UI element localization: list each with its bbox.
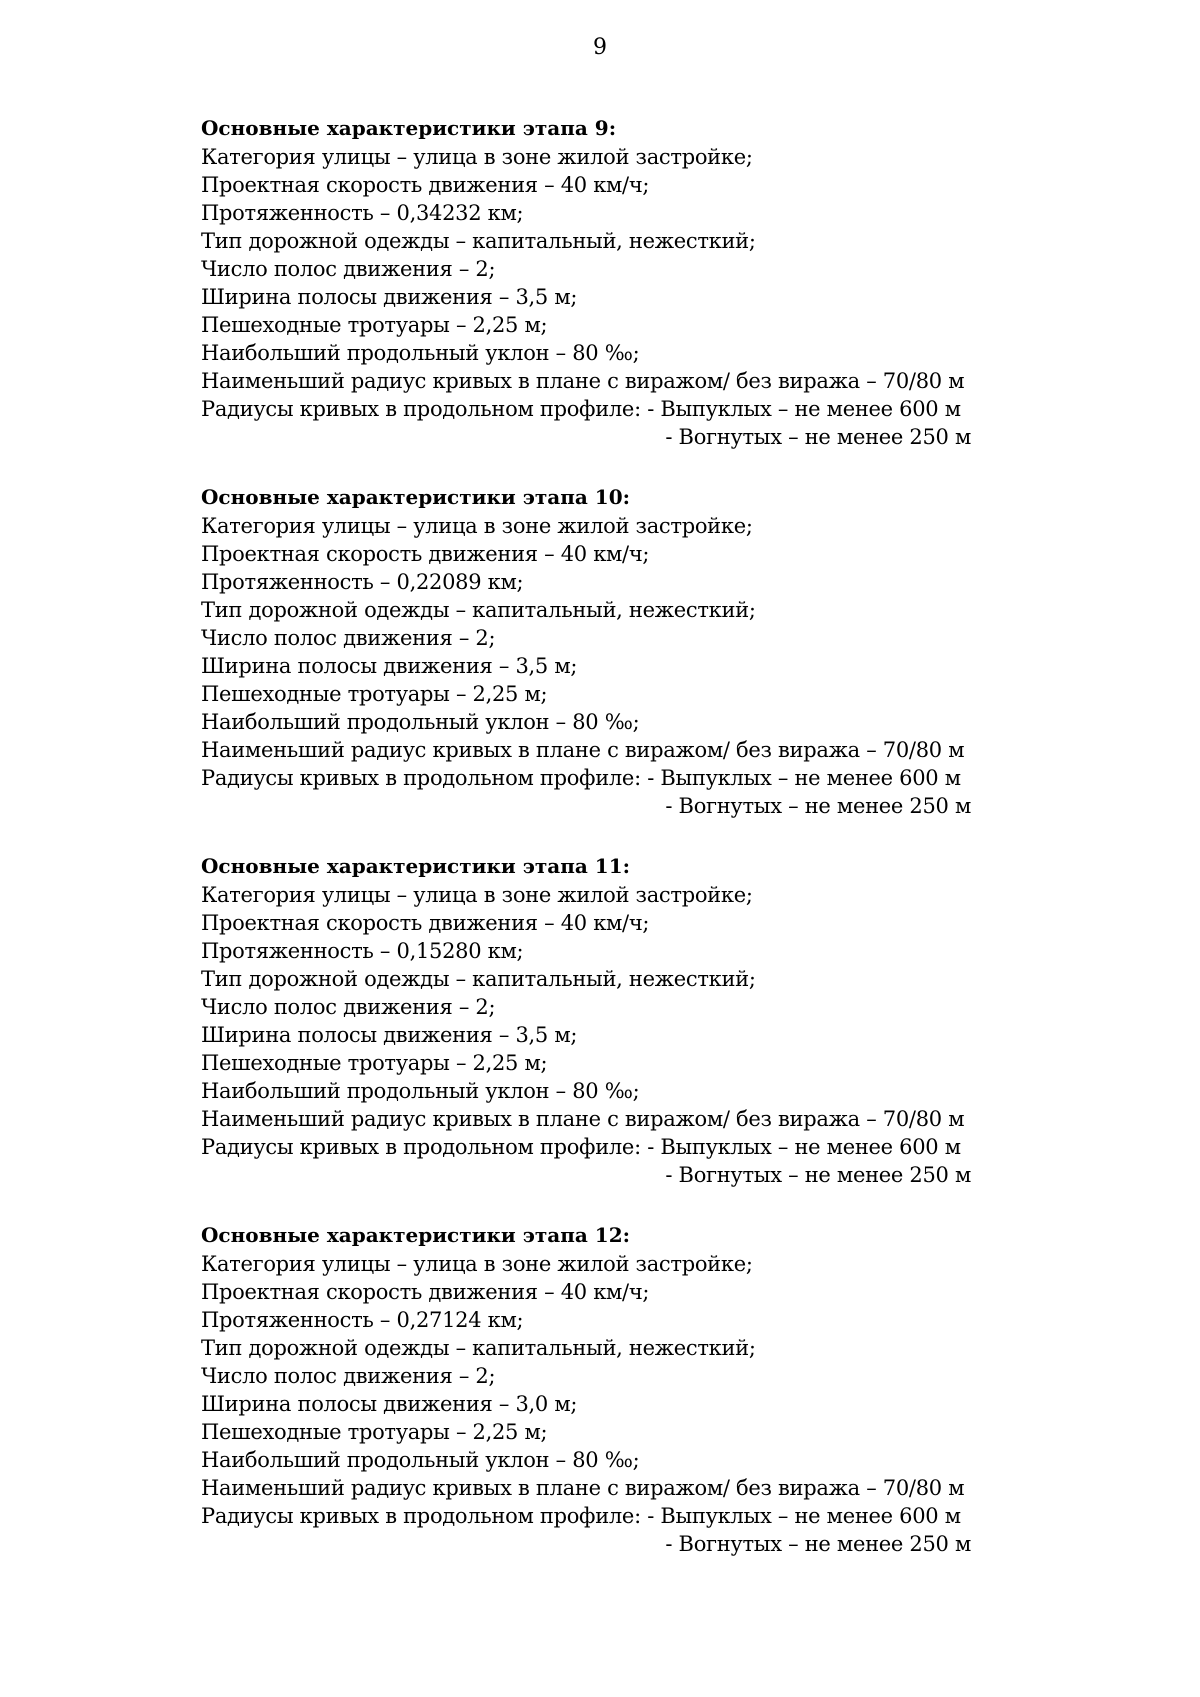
lane-count: Число полос движения – 2; bbox=[201, 626, 496, 650]
street-category: Категория улицы – улица в зоне жилой застройке; bbox=[201, 1252, 753, 1276]
design-speed: Проектная скорость движения – 40 км/ч; bbox=[201, 1280, 650, 1304]
street-category: Категория улицы – улица в зоне жилой застройке; bbox=[201, 883, 753, 907]
min-curve-radius: Наименьший радиус кривых в плане с виражом/ без виража – 70/80 м bbox=[201, 738, 965, 762]
street-category: Категория улицы – улица в зоне жилой застройке; bbox=[201, 514, 753, 538]
lane-width: Ширина полосы движения – 3,5 м; bbox=[201, 654, 578, 678]
lane-count: Число полос движения – 2; bbox=[201, 1364, 496, 1388]
min-curve-radius: Наименьший радиус кривых в плане с виражом/ без виража – 70/80 м bbox=[201, 369, 965, 393]
max-grade: Наибольший продольный уклон – 80 ‰; bbox=[201, 710, 640, 734]
lane-width: Ширина полосы движения – 3,0 м; bbox=[201, 1392, 578, 1416]
section-title: Основные характеристики этапа 9: bbox=[201, 116, 617, 140]
section-title: Основные характеристики этапа 12: bbox=[201, 1223, 631, 1247]
street-category: Категория улицы – улица в зоне жилой застройке; bbox=[201, 145, 753, 169]
stage-section-10 bbox=[201, 483, 971, 820]
concave-curve-radius: - Вогнутых – не менее 250 м bbox=[665, 794, 971, 818]
max-grade: Наибольший продольный уклон – 80 ‰; bbox=[201, 1448, 640, 1472]
sidewalks: Пешеходные тротуары – 2,25 м; bbox=[201, 1051, 548, 1075]
section-title: Основные характеристики этапа 10: bbox=[201, 485, 631, 509]
lane-count: Число полос движения – 2; bbox=[201, 995, 496, 1019]
max-grade: Наибольший продольный уклон – 80 ‰; bbox=[201, 341, 640, 365]
concave-curve-radius: - Вогнутых – не менее 250 м bbox=[665, 1532, 971, 1556]
length: Протяженность – 0,27124 км; bbox=[201, 1308, 524, 1332]
stage-section-11 bbox=[201, 852, 971, 1189]
profile-curve-radii: Радиусы кривых в продольном профиле: - Выпуклых – не менее 600 м bbox=[201, 1135, 961, 1159]
max-grade: Наибольший продольный уклон – 80 ‰; bbox=[201, 1079, 640, 1103]
design-speed: Проектная скорость движения – 40 км/ч; bbox=[201, 173, 650, 197]
profile-curve-radii: Радиусы кривых в продольном профиле: - Выпуклых – не менее 600 м bbox=[201, 766, 961, 790]
pavement-type: Тип дорожной одежды – капитальный, нежесткий; bbox=[201, 229, 756, 253]
concave-curve-radius: - Вогнутых – не менее 250 м bbox=[665, 425, 971, 449]
length: Протяженность – 0,22089 км; bbox=[201, 570, 524, 594]
design-speed: Проектная скорость движения – 40 км/ч; bbox=[201, 542, 650, 566]
stage-section-9 bbox=[201, 114, 971, 451]
min-curve-radius: Наименьший радиус кривых в плане с виражом/ без виража – 70/80 м bbox=[201, 1107, 965, 1131]
profile-curve-radii: Радиусы кривых в продольном профиле: - Выпуклых – не менее 600 м bbox=[201, 1504, 961, 1528]
profile-curve-radii: Радиусы кривых в продольном профиле: - Выпуклых – не менее 600 м bbox=[201, 397, 961, 421]
document-body bbox=[201, 114, 971, 1590]
design-speed: Проектная скорость движения – 40 км/ч; bbox=[201, 911, 650, 935]
sidewalks: Пешеходные тротуары – 2,25 м; bbox=[201, 682, 548, 706]
length: Протяженность – 0,15280 км; bbox=[201, 939, 524, 963]
pavement-type: Тип дорожной одежды – капитальный, нежесткий; bbox=[201, 967, 756, 991]
pavement-type: Тип дорожной одежды – капитальный, нежесткий; bbox=[201, 598, 756, 622]
pavement-type: Тип дорожной одежды – капитальный, нежесткий; bbox=[201, 1336, 756, 1360]
length: Протяженность – 0,34232 км; bbox=[201, 201, 524, 225]
page-number: 9 bbox=[593, 35, 607, 60]
lane-count: Число полос движения – 2; bbox=[201, 257, 496, 281]
lane-width: Ширина полосы движения – 3,5 м; bbox=[201, 1023, 578, 1047]
min-curve-radius: Наименьший радиус кривых в плане с виражом/ без виража – 70/80 м bbox=[201, 1476, 965, 1500]
sidewalks: Пешеходные тротуары – 2,25 м; bbox=[201, 1420, 548, 1444]
stage-section-12 bbox=[201, 1221, 971, 1558]
section-title: Основные характеристики этапа 11: bbox=[201, 854, 631, 878]
sidewalks: Пешеходные тротуары – 2,25 м; bbox=[201, 313, 548, 337]
concave-curve-radius: - Вогнутых – не менее 250 м bbox=[665, 1163, 971, 1187]
lane-width: Ширина полосы движения – 3,5 м; bbox=[201, 285, 578, 309]
